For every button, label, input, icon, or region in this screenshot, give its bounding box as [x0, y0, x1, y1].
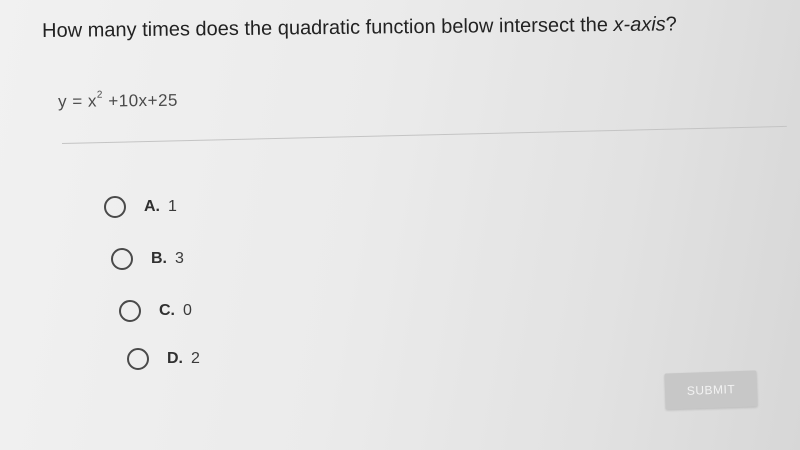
answer-option-d[interactable] — [127, 348, 200, 370]
submit-button[interactable]: SUBMIT — [664, 370, 757, 409]
answer-option-c[interactable] — [119, 300, 192, 322]
question-text-emphasis: x-axis — [613, 13, 666, 37]
option-letter: A. — [144, 198, 160, 215]
radio-button-icon[interactable] — [119, 300, 141, 322]
answer-option-b[interactable] — [111, 248, 184, 270]
radio-button-icon[interactable] — [104, 196, 126, 218]
option-value: 1 — [168, 198, 177, 215]
question-text-end: ? — [665, 13, 677, 36]
option-value: 0 — [183, 302, 192, 319]
option-letter: B. — [151, 250, 167, 267]
divider — [62, 126, 787, 144]
equation-rhs: +10x+25 — [102, 90, 179, 111]
option-letter: D. — [167, 350, 183, 367]
equation-exponent: 2 — [96, 89, 104, 101]
option-value: 2 — [191, 350, 200, 367]
equation-lhs: y = x — [58, 91, 98, 111]
radio-button-icon[interactable] — [111, 248, 133, 270]
quadratic-equation — [58, 91, 178, 112]
radio-button-icon[interactable] — [127, 348, 149, 370]
question-text-main: How many times does the quadratic function below intersect the — [42, 14, 614, 42]
option-value: 3 — [175, 250, 184, 267]
answer-option-a[interactable] — [104, 196, 177, 218]
option-letter: C. — [159, 302, 175, 319]
question-prompt — [42, 13, 677, 43]
